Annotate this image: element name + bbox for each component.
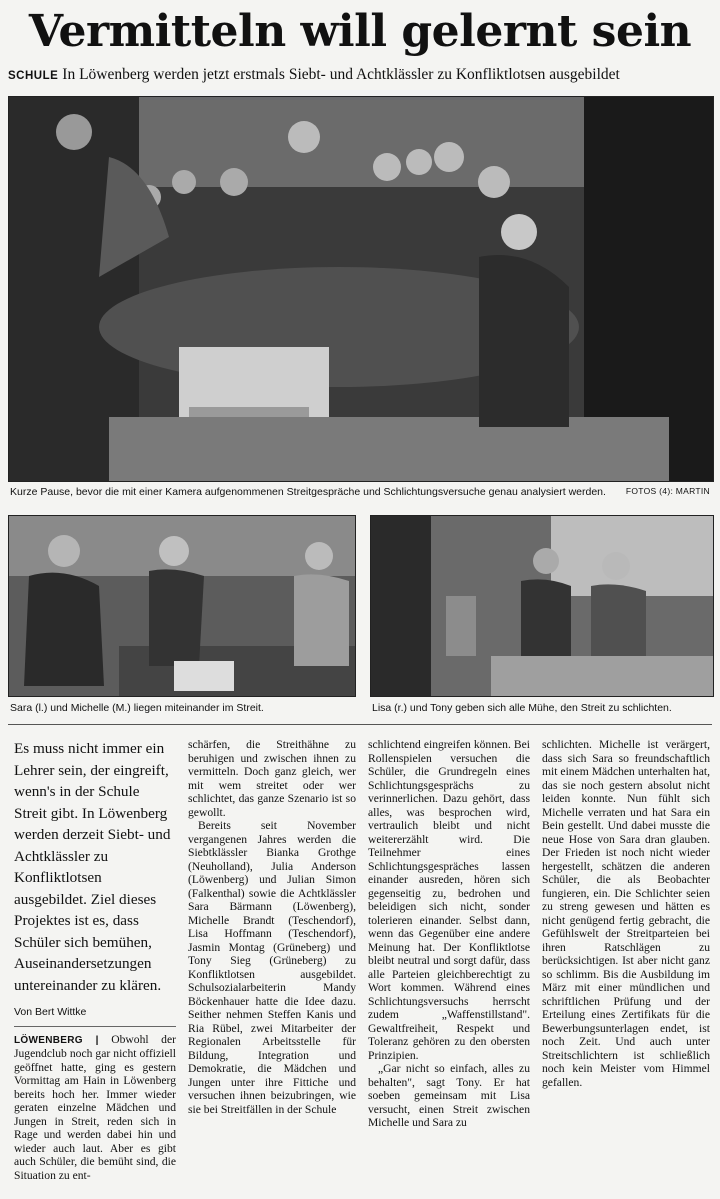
- left-photo-caption: Sara (l.) und Michelle (M.) liegen miteinander im Streit.: [10, 702, 264, 714]
- main-photo-caption: [10, 486, 710, 498]
- right-photo-illustration: [371, 516, 713, 696]
- author-byline: Von Bert Wittke: [14, 1006, 87, 1018]
- article-paragraph: Bereits seit November vergangenen Jahres werden die Siebtklässler Bianka Grothge (Neuholland), Julia Anderson (Löwenberg) und Julian Simon (Falkenthal) sowie die Achtklässler Sara Bärmann (Löwenberg), Michelle Brandt (Teschendorf), Lisa Hoffmann (Teschendorf), Jasmin Montag (Grüneberg) und Tony Sieg (Grüneberg) zu Konfliktlotsen ausgebildet. Schulsozialarbeiterin Mandy Böckenhauer hatte die Idee dazu. Seither nehmen Steffen Kanis und Ria Rübel, zwei Mitarbeiter der Regionalen Arbeitsstelle für Bildung, Integration und Demokratie, die Mädchen und Jungen unter ihre Fittiche und versuchen ihnen beizubringen, wie sie bei Streitfällen in der Schule: [188, 819, 356, 1116]
- article-column-2: [188, 738, 356, 1116]
- col1-body: Obwohl der Jugendclub noch gar nicht offiziell geöffnet hatte, ging es gestern Vormittag am Hain in Löwenberg bereits hoch her. Immer wieder geraten einzelne Mädchen und Jungen in Streit, reden sich in Rage und werden dabei hin und wieder auch laut. Aber es gibt auch Schüler, die bemüht sind, die Situation zu ent-: [14, 1032, 176, 1182]
- byline-rule: [14, 1026, 176, 1027]
- main-photo: [8, 96, 714, 482]
- headline: Vermitteln will gelernt sein: [28, 6, 692, 57]
- main-caption-text: Kurze Pause, bevor die mit einer Kamera aufgenommenen Streitgespräche und Schlichtungsversuche genau analysiert werden.: [10, 486, 606, 498]
- right-photo: [370, 515, 714, 697]
- subheadline: [8, 66, 714, 84]
- article-column-3: [368, 738, 530, 1130]
- section-kicker: SCHULE: [8, 70, 59, 82]
- section-divider: [8, 724, 712, 725]
- left-photo-illustration: [9, 516, 355, 696]
- article-paragraph: schlichtend eingreifen können. Bei Rollenspielen versuchen die Schüler, die Grundregeln eines Schlichtungsgesprächs zu verinnerlichen. Dazu gehört, dass alles, was besprochen wird, vertraulich bleibt und nicht weitererzählt wird. Die Teilnehmer eines Schlichtungsgespräches lassen einander ausreden, hören sich gegenseitig zu, bedrohen und beleidigen sich nicht, sonder tolerieren einander. Selbst dann, wenn das Gegenüber eine andere Meinung hat. Der Konfliktlotse bleibt neutral und sorgt dafür, dass alle Parteien gleichberechtigt zu Wort kommen. Während eines Schlichtungsversuchs herrscht zudem „Waffenstillstand". Gewaltfreiheit, Respekt und Toleranz gehören zu den obersten Prinzipien.: [368, 738, 530, 1062]
- subheadline-text: In Löwenberg werden jetzt erstmals Siebt- und Achtklässler zu Konfliktlotsen ausgebildet: [62, 66, 620, 83]
- article-paragraph: „Gar nicht so einfach, alles zu behalten", sagt Tony. Er hat soeben gemeinsam mit Lisa versucht, einen Streit zwischen Michelle und Sara zu: [368, 1062, 530, 1129]
- article-column-1: [14, 738, 176, 1182]
- left-photo: [8, 515, 356, 697]
- main-photo-illustration: [9, 97, 713, 481]
- article-paragraph: [14, 1033, 176, 1183]
- article-paragraph: schlichten. Michelle ist verärgert, dass sich Sara so freundschaftlich mit einem Mädchen unterhalten hat, das sie noch gestern absolut nicht leiden konnte. Nun fühlt sich Michelle verraten und hat Sara ein Bein gestellt. Und dabei musste die neue Hose von Sara dran glauben. Der Frieden ist noch nicht wieder hergestellt, schätzen die anderen Schüler, die als Beobachter fungieren, ein. Die Schlichter seien zu streng gewesen und hätten es nicht genügend fertig gebracht, die Gefühlswelt der Streitparteien bei ihren Ratschlägen zu berücksichtigen. Ist aber nicht ganz so schlimm. Bis die Ausbildung im März mit einer mündlichen und schriftlichen Prüfung und der Erteilung eines Zertifikats für die Bewerbungsunterlagen endet, ist noch Zeit. Und auch unter Streitschlichtern ist schließlich noch kein Meister vom Himmel gefallen.: [542, 738, 710, 1089]
- dateline-place: LÖWENBERG |: [14, 1034, 99, 1046]
- article-column-4: [542, 738, 710, 1089]
- article-paragraph: schärfen, die Streithähne zu beruhigen und zwischen ihnen zu vermitteln. Doch ganz gleich, wer mit wem streitet oder wer schlichtet, das ganze Szenario ist so gewollt.: [188, 738, 356, 819]
- right-photo-caption: Lisa (r.) und Tony geben sich alle Mühe, den Streit zu schlichten.: [372, 702, 672, 714]
- photo-credit: FOTOS (4): MARTIN: [625, 486, 710, 496]
- article-lead: Es muss nicht immer ein Lehrer sein, der eingreift, wenn's in der Schule Streit gibt. In Löwenberg werden derzeit Siebt- und Achtklässler zu Konfliktlotsen ausgebildet. Ziel dieses Projektes ist es, dass Schüler sich bemühen, Auseinandersetzungen untereinander zu klären.: [14, 740, 171, 994]
